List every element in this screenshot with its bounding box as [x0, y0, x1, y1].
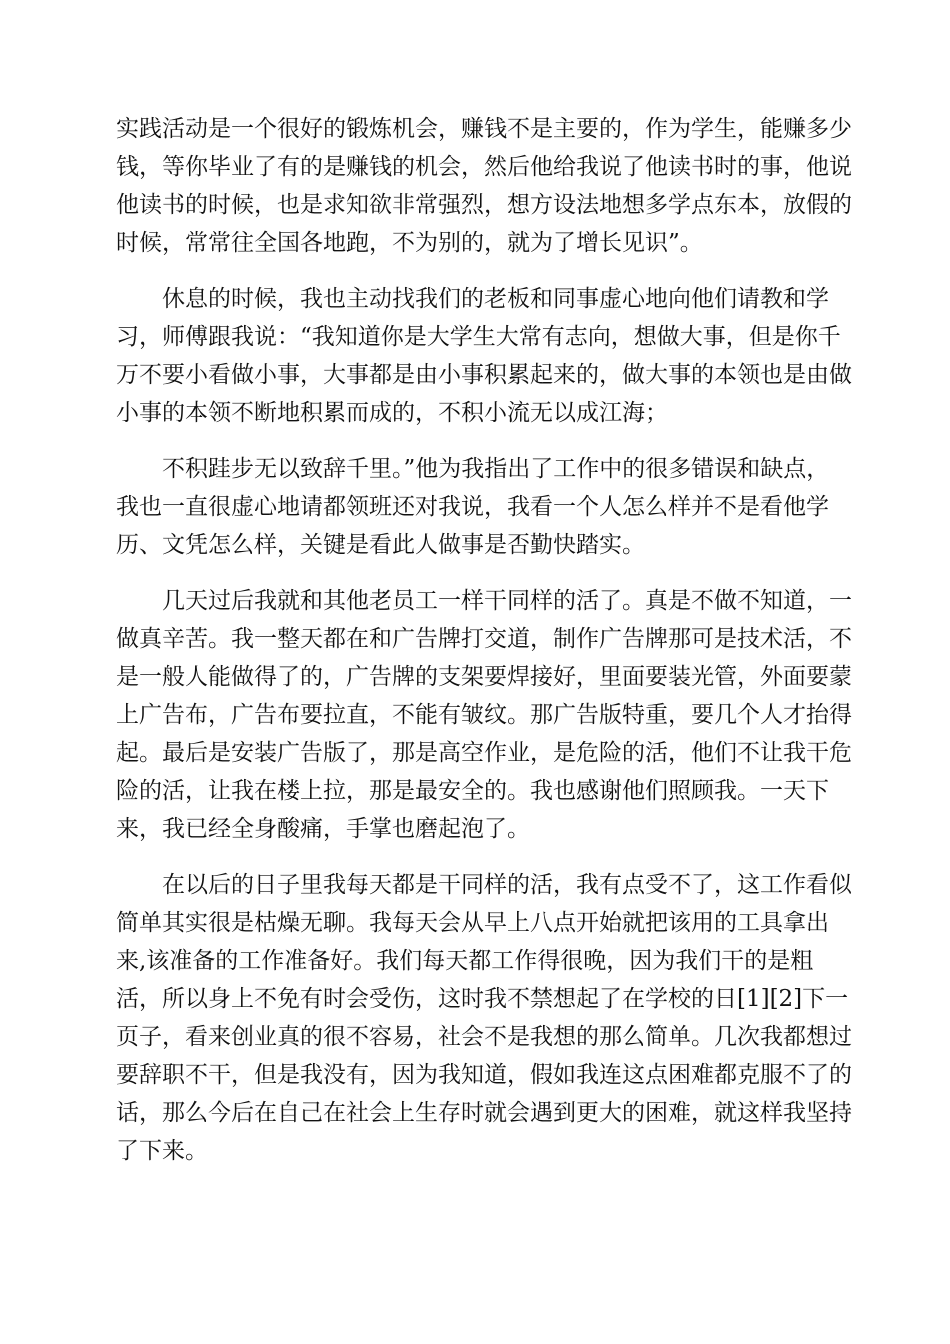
- paragraph-line: 休息的时候，我也主动找我们的老板和同事虚心地向他们请教和学: [162, 286, 829, 312]
- paragraph-line: 几天过后我就和其他老员工一样干同样的活了。真是不做不知道，一: [162, 588, 852, 614]
- paragraph-3: [116, 450, 836, 564]
- paragraph-line: 简单其实很是枯燥无聊。我每天会从早上八点开始就把该用的工具拿出: [116, 910, 829, 936]
- paragraph-line: 万不要小看做小事，大事都是由小事积累起来的，做大事的本领也是由做: [116, 362, 852, 388]
- paragraph-line: 话，那么今后在自己在社会上生存时就会遇到更大的困难，就这样我坚持: [116, 1100, 852, 1126]
- paragraph-4: [116, 582, 852, 848]
- paragraph-line: 小事的本领不断地积累而成的，不积小流无以成江海；: [116, 400, 668, 426]
- paragraph-line: 要辞职不干，但是我没有，因为我知道，假如我连这点困难都克服不了的: [116, 1062, 852, 1088]
- paragraph-line: 起。最后是安装广告版了，那是高空作业，是危险的活，他们不让我干危: [116, 740, 852, 766]
- paragraph-line: 页子，看来创业真的很不容易，社会不是我想的那么简单。几次我都想过: [116, 1024, 852, 1050]
- paragraph-line: 不积跬步无以致辞千里。”他为我指出了工作中的很多错误和缺点，: [162, 456, 830, 482]
- paragraph-line: 钱，等你毕业了有的是赚钱的机会，然后他给我说了他读书时的事，他说: [116, 154, 852, 180]
- paragraph-line: 在以后的日子里我每天都是干同样的活，我有点受不了，这工作看似: [162, 872, 852, 898]
- paragraph-line: 了下来。: [116, 1138, 208, 1164]
- paragraph-line: 上广告布，广告布要拉直，不能有皱纹。那广告版特重，要几个人才抬得: [116, 702, 852, 728]
- paragraph-line: 实践活动是一个很好的锻炼机会，赚钱不是主要的，作为学生，能赚多少: [116, 116, 852, 142]
- paragraph-line: 来,该准备的工作准备好。我们每天都工作得很晚，因为我们干的是粗: [116, 948, 814, 974]
- paragraph-line: 险的活，让我在楼上拉，那是最安全的。我也感谢他们照顾我。一天下: [116, 778, 829, 804]
- paragraph-2: [116, 280, 852, 432]
- paragraph-line: 时候，常常往全国各地跑，不为别的，就为了增长见识”。: [116, 230, 703, 256]
- document-body: [116, 110, 852, 1188]
- paragraph-line: 做真辛苦。我一整天都在和广告牌打交道，制作广告牌那可是技术活，不: [116, 626, 852, 652]
- paragraph-line: 历、文凭怎么样，关键是看此人做事是否勤快踏实。: [116, 532, 645, 558]
- paragraph-line: 活，所以身上不免有时会受伤，这时我不禁想起了在学校的日[1][2]下一: [116, 986, 849, 1012]
- paragraph-line: 我也一直很虚心地请都领班还对我说，我看一个人怎么样并不是看他学: [116, 494, 829, 520]
- paragraph-5: [116, 866, 852, 1170]
- paragraph-1: [116, 110, 852, 262]
- paragraph-line: 来，我已经全身酸痛，手掌也磨起泡了。: [116, 816, 530, 842]
- paragraph-line: 习，师傅跟我说：“我知道你是大学生大常有志向，想做大事，但是你千: [116, 324, 841, 350]
- paragraph-line: 是一般人能做得了的，广告牌的支架要焊接好，里面要装光管，外面要蒙: [116, 664, 852, 690]
- paragraph-line: 他读书的时候，也是求知欲非常强烈，想方设法地想多学点东本，放假的: [116, 192, 852, 218]
